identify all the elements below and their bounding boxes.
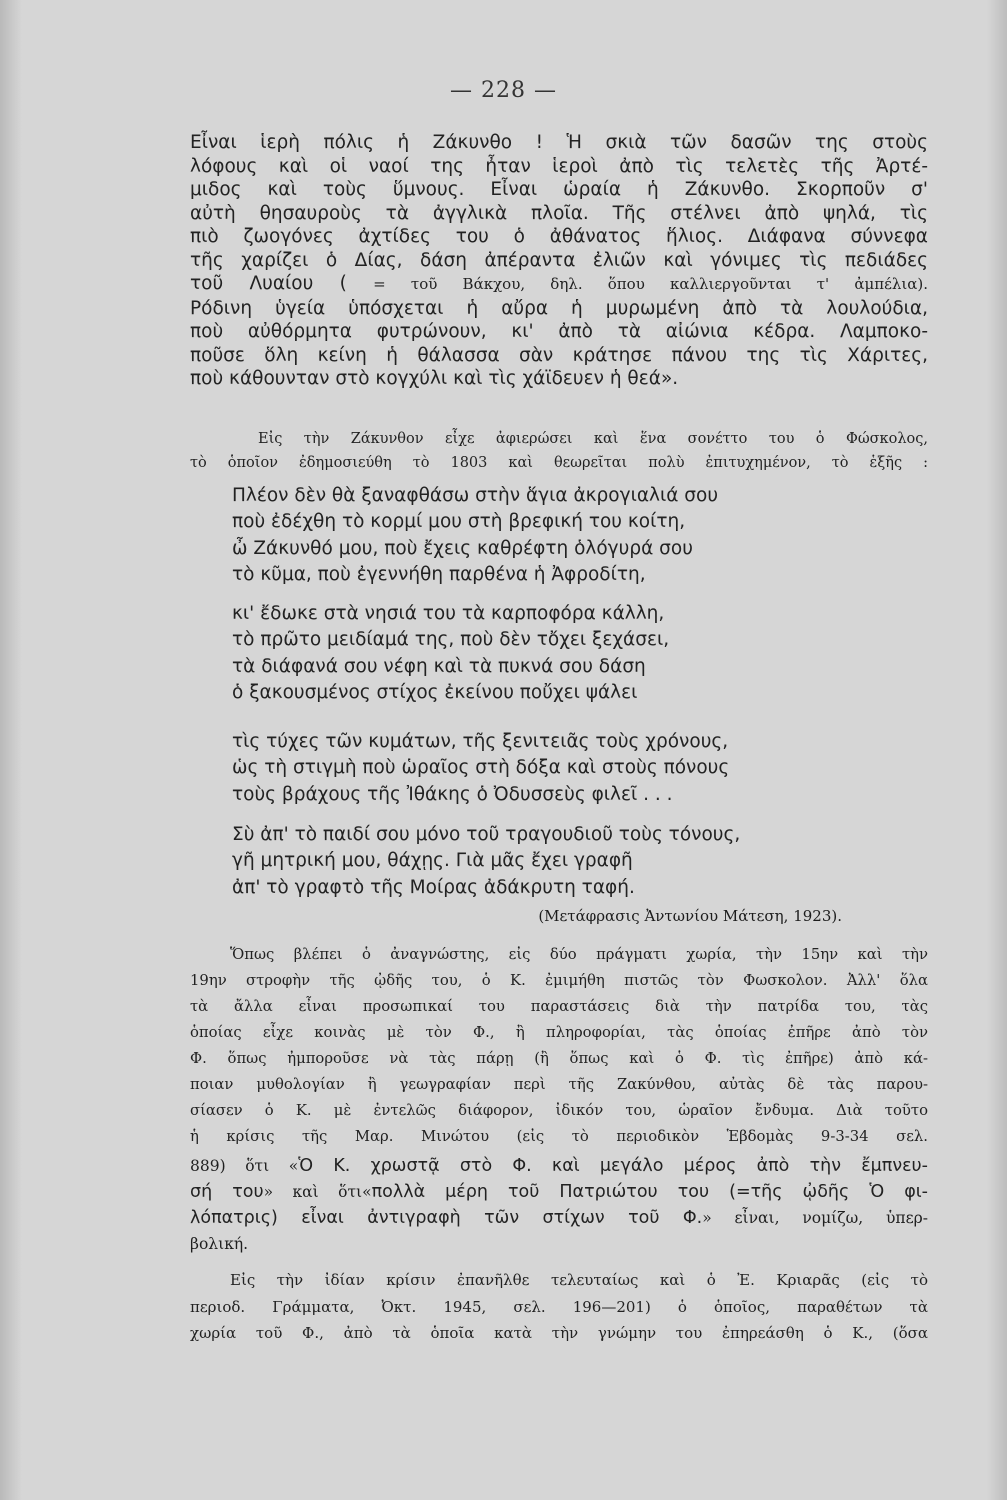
poem-line: Πλέον δὲν θὰ ξαναφθάσω στὴν ἅγια ἀκρογιαλιά σου [232,485,719,506]
paragraph-kriaras [190,1267,928,1347]
text-line: πιὸ ζωογόνες ἀχτίδες του ὁ ἀθάνατος ἥλιος. Διάφανα σύννεφα [190,226,928,247]
text-line: τὰ ἄλλα εἶναι προσωπικαί του παραστάσεις διὰ τὴν πατρίδα του, τὰς [190,998,928,1015]
text-segment: λόπατρις) εἶναι ἀντιγραφὴ τῶν στίχων τοῦ Φ. [190,1208,703,1228]
text-line-mixed [190,1205,928,1231]
poem-line: ὡς τὴ στιγμὴ ποὺ ὡραῖος στὴ δόξα καὶ στοὺς πόνους [232,757,730,779]
text-line: 19ην στροφὴν τῆς ᾠδῆς του, ὁ Κ. ἐμιμήθη πιστῶς τὸν Φωσκολον. Ἀλλ' ὅλα [190,972,928,989]
poem-line: ὁ ξακουσμένος στίχος ἐκείνου ποὔχει ψάλει [232,681,638,703]
poem-stanza-4 [232,822,872,901]
paragraph-commentary-continued [190,1153,928,1257]
text-line: Ὅπως βλέπει ὁ ἀναγνώστης, εἰς δύο πράγματι χωρία, τὴν 15ην καὶ τὴν [230,946,928,963]
text-line: ποιαν μυθολογίαν ἢ γεωγραφίαν περὶ τῆς Ζακύνθου, αὐτὰς δὲ τὰς παρου- [190,1076,928,1093]
translation-attribution: (Μετάφρασις Ἀντωνίου Μάτεση, 1923). [538,907,842,925]
page-number: — 228 — [450,78,557,103]
text-line: ποὺ κάθουνταν στὸ κογχύλι καὶ τὶς χάϊδευεν ἡ θεά». [190,368,679,389]
text-line: Εἰς τὴν ἰδίαν κρίσιν ἐπανῆλθε τελευταίως καὶ ὁ Ἐ. Κριαρᾶς (εἰς τὸ [230,1271,928,1289]
text-line-mixed [190,1179,928,1205]
text-segment: » καὶ ὅτι« [263,1183,372,1201]
poem-line: ὦ Ζάκυνθό μου, ποὺ ἔχεις καθρέφτη ὁλόγυρά σου [232,537,693,559]
text-segment: = τοῦ Βάκχου, δηλ. ὅπου καλλιεργοῦνται τ' ἀμπέλια). [373,275,928,293]
scan-edge-right [987,0,1007,1500]
text-segment: σή του [190,1182,264,1202]
poem-line: ἀπ' τὸ γραφτὸ τῆς Μοίρας ἀδάκρυτη ταφή. [232,876,635,898]
poem-line: ποὺ ἐδέχθη τὸ κορμί μου στὴ βρεφική του κοίτη, [232,511,686,533]
text-line: ἡ κρίσις τῆς Μαρ. Μινώτου (εἰς τὸ περιοδικὸν Ἑβδομὰς 9-3-34 σελ. [190,1128,928,1145]
text-line: Ρόδινη ὑγεία ὑπόσχεται ἡ αὔρα ἡ μυρωμένη ἀπὸ τὰ λουλούδια, [190,297,928,319]
text-line: ὁποίας εἶχε κοινὰς μὲ τὸν Φ., ἢ πληροφορίαι, τὰς ὁποίας ἐπῆρε ἀπὸ τὸν [190,1024,928,1041]
poem-line: τοὺς βράχους τῆς Ἰθάκης ὁ Ὀδυσσεὺς φιλεῖ . . . [232,783,673,805]
text-segment: Ὁ Κ. χρωστᾷ στὸ Φ. καὶ μεγάλο μέρος ἀπὸ τὴν ἔμπνευ- [298,1156,929,1176]
text-line: σίασεν ὁ Κ. μὲ ἐντελῶς διάφορον, ἰδικόν του, ὡραῖον ἔνδυμα. Διὰ τοῦτο [190,1102,928,1119]
poem-stanza-3 [232,729,872,808]
text-line: ποῦσε ὅλη κείνη ἡ θάλασσα σὰν κράτησε πάνου της τὶς Χάριτες, [190,344,928,366]
text-line: τὸ ὁποῖον ἐδημοσιεύθη τὸ 1803 καὶ θεωρεῖται πολὺ ἐπιτυχημένον, τὸ ἑξῆς : [190,455,928,471]
text-line: λόφους καὶ οἱ ναοί της ἦταν ἱεροὶ ἀπὸ τὶς τελετὲς τῆς Ἀρτέ- [190,155,928,177]
poem-line: Σὺ ἀπ' τὸ παιδί σου μόνο τοῦ τραγουδιοῦ τοὺς τόνους, [232,824,741,845]
poem-line: τὸ πρῶτο μειδίαμά της, ποὺ δὲν τὄχει ξεχάσει, [232,629,670,651]
poem-line: κι' ἔδωκε στὰ νησιά του τὰ καρποφόρα κάλλη, [232,603,665,624]
poem-stanza-1 [232,483,872,588]
scan-edge-left [0,0,22,1500]
text-line: περιοδ. Γράμματα, Ὀκτ. 1945, σελ. 196—201) ὁ ὁποῖος, παραθέτων τὰ [190,1297,928,1316]
text-line: τῆς χαρίζει ὁ Δίας, δάση ἀπέραντα ἐλιῶν καὶ γόνιμες τὶς πεδιάδες [190,249,928,271]
text-line: μιδος καὶ τοὺς ὕμνους. Εἶναι ὡραία ἡ Ζάκυνθο. Σκορποῦν σ' [190,179,928,200]
poem-line: τὸ κῦμα, ποὺ ἐγεννήθη παρθένα ἡ Ἀφροδίτη, [232,563,646,585]
text-line: χωρία τοῦ Φ., ἀπὸ τὰ ὁποῖα κατὰ τὴν γνώμην του ἐπηρεάσθη ὁ Κ., (ὅσα [190,1324,928,1342]
paragraph-commentary [190,942,928,1150]
poem-line: τὰ διάφανά σου νέφη καὶ τὰ πυκνά σου δάση [232,655,646,677]
text-line: αὐτὴ θησαυροὺς τὰ ἀγγλικὰ πλοῖα. Τῆς στέλνει ἀπὸ ψηλά, τὶς [190,202,928,224]
paragraph-quote [190,131,928,391]
text-line-mixed [190,1153,928,1179]
text-segment: 889) ὅτι « [190,1157,299,1175]
poem-line: τὶς τύχες τῶν κυμάτων, τῆς ξενιτειᾶς τοὺς χρόνους, [232,731,729,752]
text-line: Εἰς τὴν Ζάκυνθον εἶχε ἀφιερώσει καὶ ἕνα σονέττο του ὁ Φώσκολος, [258,431,928,447]
poem-line: γῆ μητρική μου, θάχῃς. Γιὰ μᾶς ἔχει γραφῆ [232,850,633,872]
text-segment: » εἶναι, νομίζω, ὑπερ- [702,1209,928,1227]
poem-stanza-2 [232,601,872,706]
text-line: βολική. [190,1235,249,1253]
text-line: ποὺ αὐθόρμητα φυτρώνουν, κι' ἀπὸ τὰ αἰώνια κέδρα. Λαμποκο- [190,321,928,342]
text-line-mixed [190,272,928,297]
text-line: Φ. ὅπως ἠμποροῦσε νὰ τὰς πάρῃ (ἢ ὅπως καὶ ὁ Φ. τὶς ἐπῆρε) ἀπὸ κά- [190,1050,928,1067]
text-segment: πολλὰ μέρη τοῦ Πατριώτου του (=τῆς ᾠδῆς Ὁ φι- [371,1182,928,1202]
text-segment: τοῦ Λυαίου ( [190,273,347,294]
paragraph-intro-sonnet [190,427,928,475]
text-line: Εἶναι ἱερὴ πόλις ἡ Ζάκυνθο ! Ἡ σκιὰ τῶν δασῶν της στοὺς [190,132,928,153]
